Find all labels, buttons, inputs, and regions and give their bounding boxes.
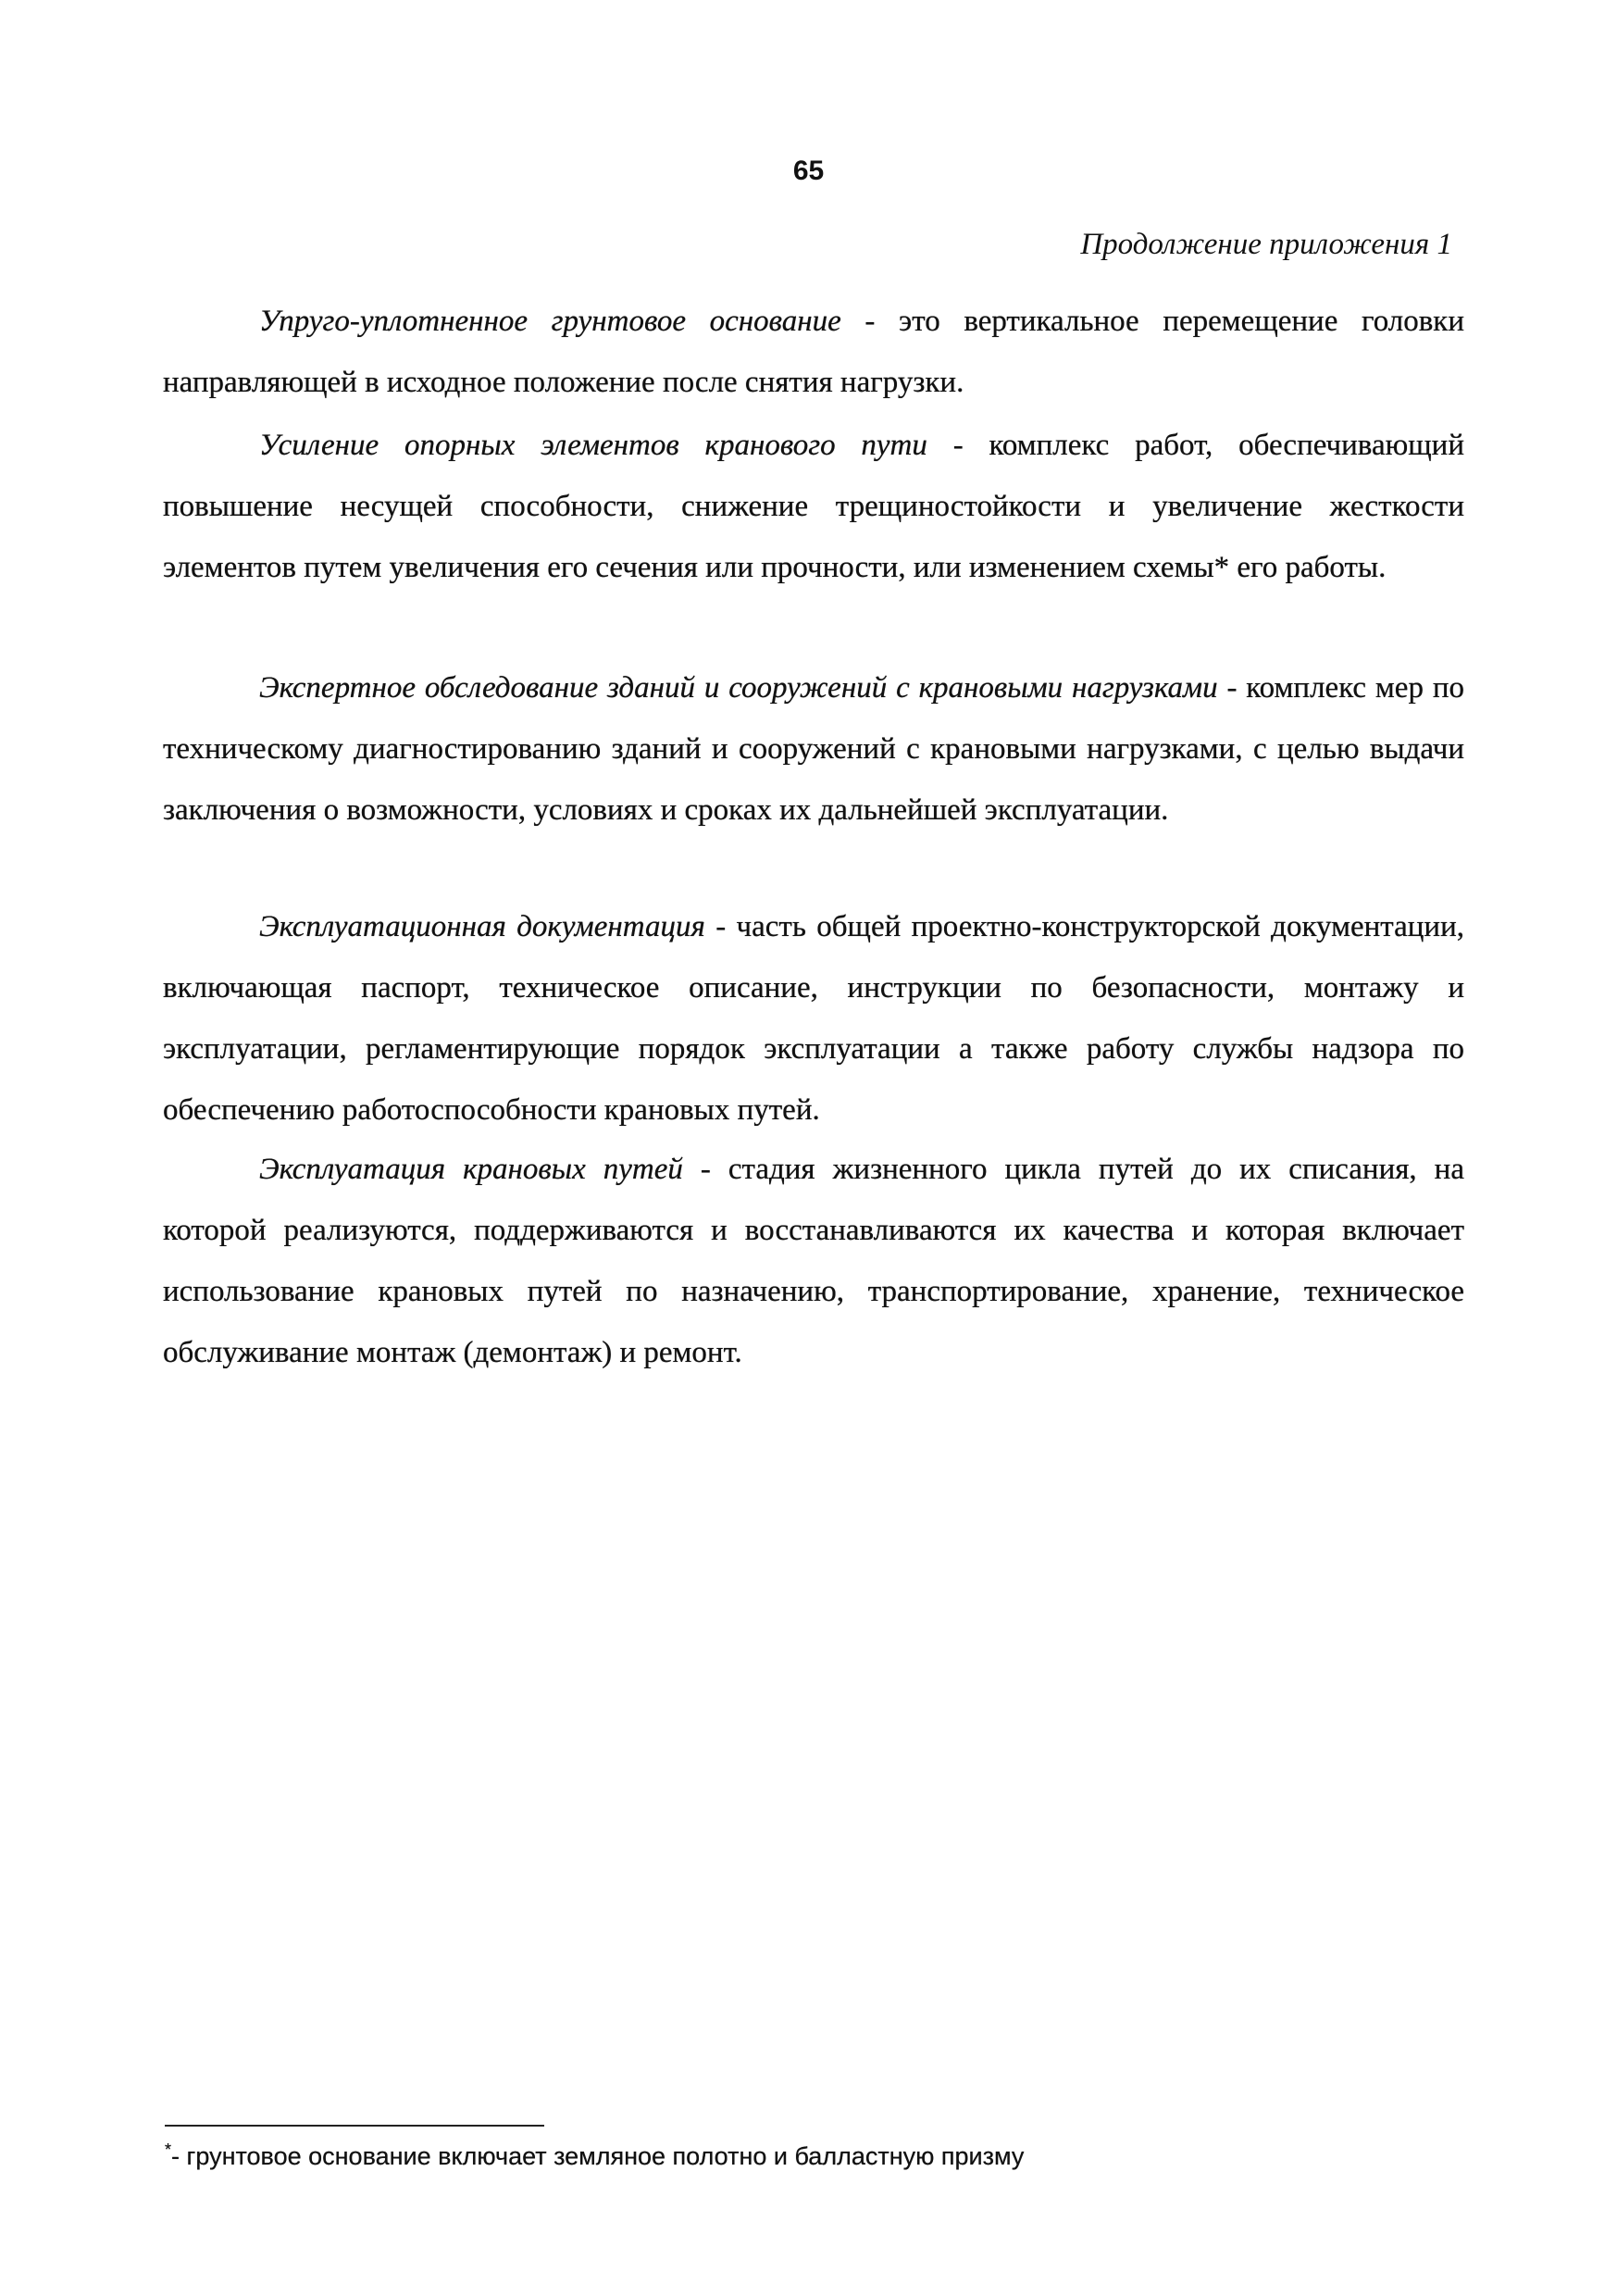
definition-paragraph — [163, 415, 1464, 598]
footnote-marker: * — [165, 2140, 172, 2159]
definition-text: - часть общей проектно-конструкторской документации, включающая паспорт, техническое описание, инструкции по безопасности, монтажу и эксплуатации, регламентирующие порядок эксплуатации а также работу службы надзора по обеспечению работоспособности крановых путей. — [163, 910, 1464, 1127]
definition-paragraph — [163, 896, 1464, 1141]
footnote — [165, 2140, 1024, 2171]
definition-term: Экспертное обследование зданий и сооружений с крановыми нагрузками — [259, 671, 1218, 705]
definition-paragraph — [163, 657, 1464, 841]
appendix-header: Продолжение приложения 1 — [1080, 228, 1452, 261]
footnote-text: - грунтовое основание включает земляное полотно и балластную призму — [171, 2142, 1025, 2170]
definition-term: Усиление опорных элементов кранового пути — [259, 429, 927, 462]
definition-paragraph — [163, 291, 1464, 413]
definition-paragraph — [163, 1139, 1464, 1383]
definition-text: - это вертикальное перемещение головки направляющей в исходное положение после снятия нагрузки. — [163, 305, 1464, 399]
definition-term: Эксплуатационная документация — [259, 910, 705, 943]
footnote-divider — [165, 2125, 544, 2127]
definition-text: - комплекс работ, обеспечивающий повышение несущей способности, снижение трещиностойкости и увеличение жесткости элементов путем увеличения его сечения или прочности, или изменением схемы* его работы. — [163, 429, 1464, 584]
page-number: 65 — [792, 156, 825, 186]
definition-term: Эксплуатация крановых путей — [259, 1153, 683, 1186]
definition-text: - комплекс мер по техническому диагностированию зданий и сооружений с крановыми нагрузками, с целью выдачи заключения о возможности, условиях и сроках их дальнейшей эксплуатации. — [163, 671, 1464, 827]
definition-text: - стадия жизненного цикла путей до их списания, на которой реализуются, поддерживаются и восстанавливаются их качества и которая включает использование крановых путей по назначению, транспортирование, хранение, техническое обслуживание монтаж (демонтаж) и ремонт. — [163, 1153, 1464, 1369]
definition-term: Упруго-уплотненное грунтовое основание — [259, 305, 841, 338]
